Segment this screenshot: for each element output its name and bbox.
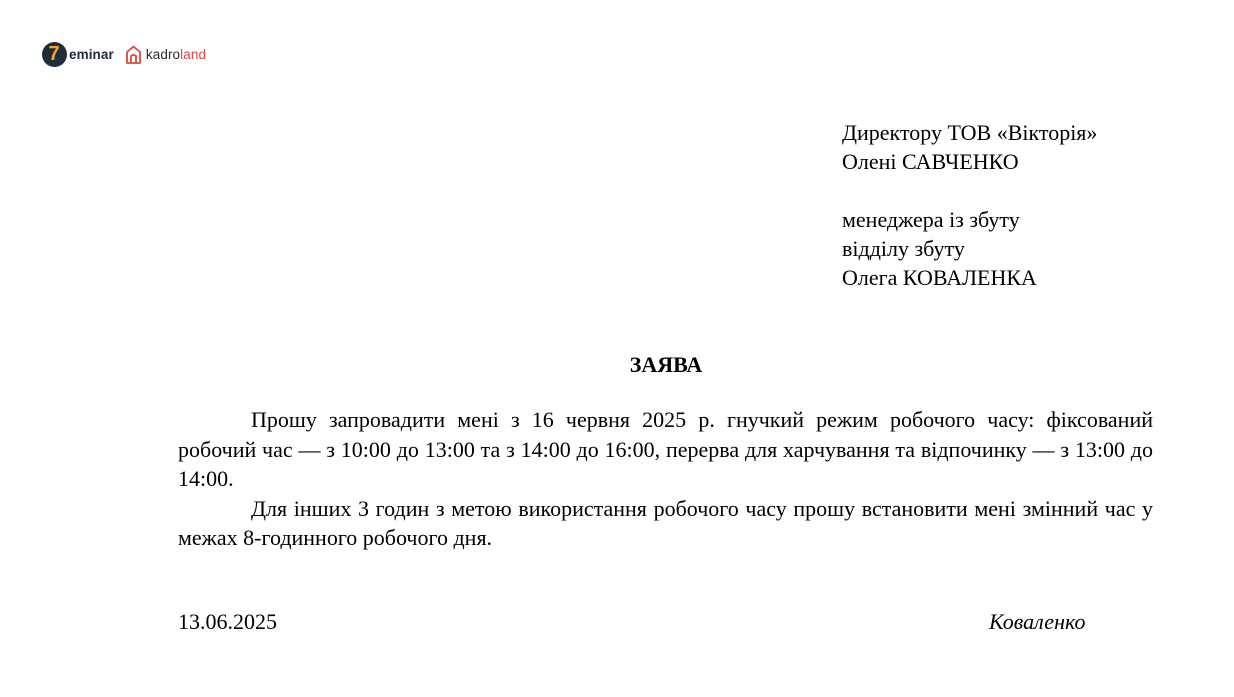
addressee-spacer — [842, 176, 1097, 205]
seminar-logo — [42, 42, 114, 67]
house-icon — [125, 45, 142, 64]
addressee-block — [842, 118, 1097, 292]
kadroland-logo-word-part2: land — [180, 47, 207, 62]
seminar-logo-digit: 7 — [48, 43, 60, 65]
document-title: ЗАЯВА — [629, 352, 703, 377]
kadroland-logo — [125, 45, 206, 64]
addressee-recipient-position: Директору ТОВ «Вікторія» — [842, 120, 1098, 145]
document-body — [178, 405, 1153, 553]
header-logos — [42, 40, 206, 68]
seminar-logo-word: eminar — [69, 46, 114, 62]
document-date: 13.06.2025 — [178, 609, 277, 634]
addressee-sender-position: менеджера із збуту — [842, 207, 1020, 232]
addressee-sender-name: Олега КОВАЛЕНКА — [842, 265, 1037, 290]
body-paragraph-1: Прошу запровадити мені з 16 червня 2025 р. гнучкий режим робочого часу: фіксований робочий час — з 10:00 до 13:00 та з 14:00 до 16:00, перерва для харчування та відпочинку — з 13:00 до 14:00. — [178, 407, 1153, 491]
kadroland-logo-word-part1: kadro — [145, 47, 181, 62]
kadroland-logo-word — [146, 47, 206, 62]
addressee-recipient-name: Олені САВЧЕНКО — [842, 149, 1019, 174]
body-paragraph-2: Для інших 3 годин з метою використання робочого часу прошу встановити мені змінний час у межах 8-годинного робочого дня. — [178, 495, 1153, 550]
seminar-logo-mark — [42, 42, 67, 67]
addressee-sender-department: відділу збуту — [842, 236, 965, 261]
signature: Коваленко — [989, 609, 1086, 634]
